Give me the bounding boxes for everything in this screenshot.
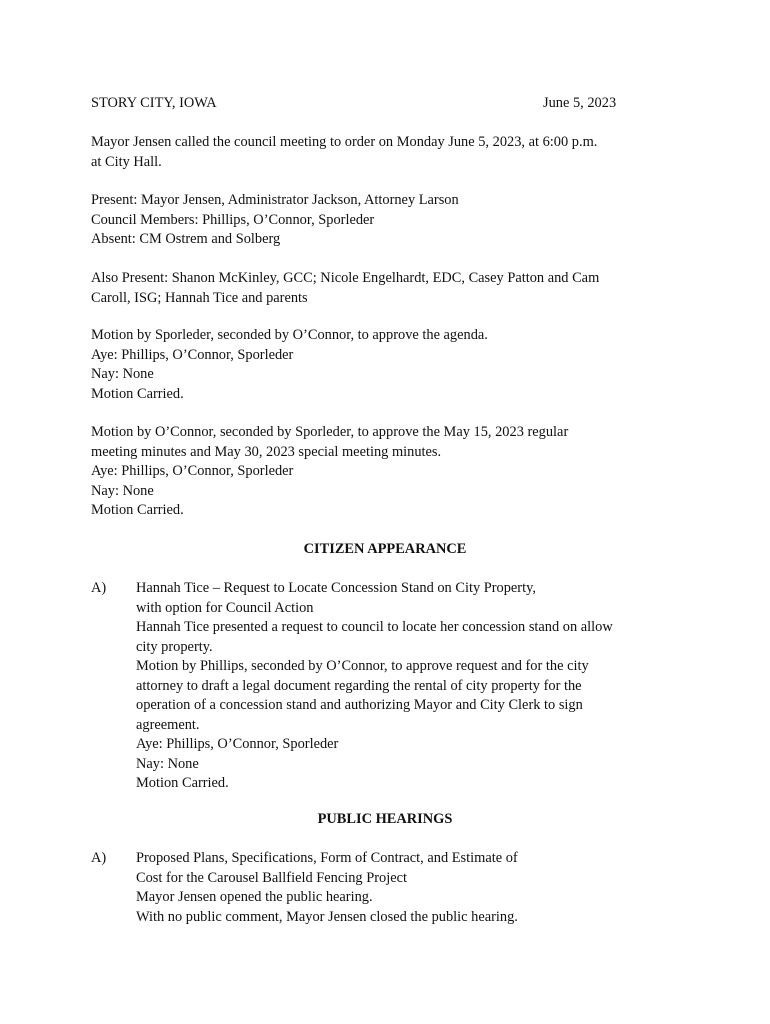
motion-agenda-paragraph bbox=[91, 326, 691, 404]
attendance-paragraph bbox=[91, 191, 691, 250]
text-line: Motion by O’Connor, seconded by Sporleder, to approve the May 15, 2023 regular bbox=[91, 424, 569, 440]
intro-paragraph bbox=[91, 133, 691, 172]
item-letter: A) bbox=[91, 850, 107, 866]
text-line: operation of a concession stand and authorizing Mayor and City Clerk to sign bbox=[136, 697, 583, 713]
text-line: Proposed Plans, Specifications, Form of Contract, and Estimate of bbox=[136, 850, 518, 866]
text-line: Nay: None bbox=[91, 366, 154, 382]
motion-minutes-paragraph bbox=[91, 423, 691, 521]
text-line: Mayor Jensen called the council meeting to order on Monday June 5, 2023, at 6:00 p.m. bbox=[91, 134, 598, 150]
text-line: Nay: None bbox=[136, 755, 199, 772]
text-line: Council Members: Phillips, O’Connor, Sporleder bbox=[91, 211, 375, 228]
text-line: Motion Carried. bbox=[91, 502, 184, 518]
text-line: With no public comment, Mayor Jensen closed the public hearing. bbox=[136, 908, 518, 925]
text-line: city property. bbox=[136, 638, 213, 655]
text-line: Present: Mayor Jensen, Administrator Jackson, Attorney Larson bbox=[91, 192, 459, 208]
text-line: Absent: CM Ostrem and Solberg bbox=[91, 231, 281, 247]
item-letter: A) bbox=[91, 580, 107, 596]
also-present-paragraph bbox=[91, 269, 691, 308]
text-line: Motion by Sporleder, seconded by O’Connor, to approve the agenda. bbox=[91, 327, 488, 343]
text-line: Mayor Jensen opened the public hearing. bbox=[136, 889, 373, 905]
header-date: June 5, 2023 bbox=[543, 95, 617, 111]
citizen-appearance-item bbox=[136, 579, 696, 794]
header-location: STORY CITY, IOWA bbox=[91, 95, 217, 111]
text-line: Also Present: Shanon McKinley, GCC; Nicole Engelhardt, EDC, Casey Patton and Cam bbox=[91, 270, 600, 286]
public-hearings-heading: PUBLIC HEARINGS bbox=[317, 811, 453, 827]
text-line: Aye: Phillips, O’Connor, Sporleder bbox=[136, 736, 339, 752]
text-line: Motion Carried. bbox=[136, 775, 229, 791]
text-line: agreement. bbox=[136, 716, 200, 733]
text-line: Aye: Phillips, O’Connor, Sporleder bbox=[91, 463, 294, 479]
text-line: Caroll, ISG; Hannah Tice and parents bbox=[91, 289, 308, 306]
text-line: at City Hall. bbox=[91, 153, 162, 170]
text-line: Cost for the Carousel Ballfield Fencing Project bbox=[136, 869, 407, 886]
text-line: Nay: None bbox=[91, 482, 154, 499]
text-line: attorney to draft a legal document regarding the rental of city property for the bbox=[136, 677, 582, 694]
text-line: Aye: Phillips, O’Connor, Sporleder bbox=[91, 346, 294, 363]
text-line: Hannah Tice presented a request to council to locate her concession stand on allow bbox=[136, 619, 613, 635]
public-hearings-item bbox=[136, 849, 696, 927]
text-line: meeting minutes and May 30, 2023 special meeting minutes. bbox=[91, 443, 442, 460]
text-line: Motion by Phillips, seconded by O’Connor, to approve request and for the city bbox=[136, 658, 589, 674]
citizen-appearance-heading: CITIZEN APPEARANCE bbox=[303, 541, 467, 557]
text-line: Motion Carried. bbox=[91, 385, 184, 402]
text-line: with option for Council Action bbox=[136, 599, 314, 616]
text-line: Hannah Tice – Request to Locate Concession Stand on City Property, bbox=[136, 580, 536, 596]
